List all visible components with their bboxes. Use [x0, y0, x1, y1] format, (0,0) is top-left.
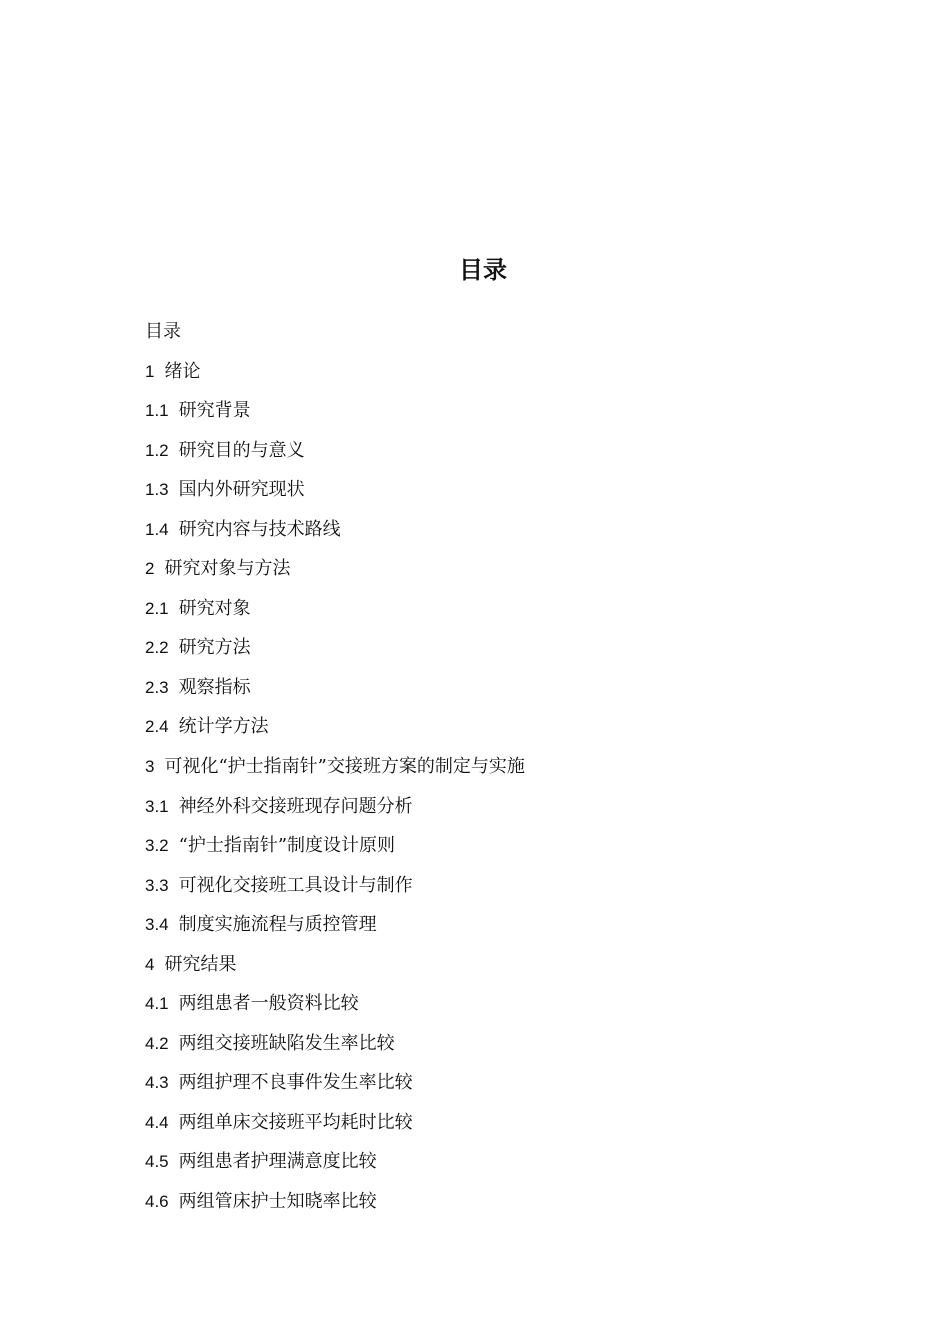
toc-entry-text: 两组患者一般资料比较 [178, 993, 359, 1015]
toc-entry-text: 观察指标 [178, 676, 251, 698]
toc-entry-text: 两组交接班缺陷发生率比较 [178, 1032, 395, 1054]
toc-entry-number: 4.5 [145, 1152, 169, 1172]
toc-entry-number: 4 [145, 954, 155, 974]
toc-entry[interactable] [145, 1182, 845, 1222]
toc-entry-text: 可视化“护士指南针”交接班方案的制定与实施 [164, 756, 525, 778]
toc-entry-number: 2.3 [145, 677, 169, 697]
toc-entry-text: 研究内容与技术路线 [178, 518, 341, 540]
toc-entry-number: 1 [145, 361, 155, 381]
toc-entry-text: 绪论 [164, 360, 201, 382]
toc-entry-text: 研究目的与意义 [178, 439, 305, 461]
toc-entry[interactable] [145, 945, 845, 985]
toc-entry-number: 4.1 [145, 994, 169, 1014]
toc-entry[interactable] [145, 549, 845, 589]
toc-entry[interactable] [145, 984, 845, 1024]
toc-entry[interactable] [145, 1142, 845, 1182]
toc-entry-text: 研究背景 [178, 400, 251, 422]
toc-entry-number: 2 [145, 559, 155, 579]
toc-entry-number: 1.1 [145, 401, 169, 421]
toc-entry-number: 2.4 [145, 717, 169, 737]
toc-entry-number: 1.3 [145, 480, 169, 500]
toc-entry[interactable] [145, 707, 845, 747]
table-of-contents [145, 312, 845, 1222]
toc-entry[interactable] [145, 1103, 845, 1143]
toc-entry[interactable] [145, 312, 845, 352]
toc-entry-text: 研究结果 [164, 953, 237, 975]
page-title: 目录 [459, 256, 507, 284]
toc-entry[interactable] [145, 905, 845, 945]
toc-entry[interactable] [145, 628, 845, 668]
toc-entry[interactable] [145, 787, 845, 827]
toc-entry-text: 研究对象与方法 [164, 558, 291, 580]
toc-entry-number: 4.6 [145, 1192, 169, 1212]
toc-entry-text: 两组单床交接班平均耗时比较 [178, 1111, 413, 1133]
toc-entry[interactable] [145, 866, 845, 906]
toc-entry[interactable] [145, 1063, 845, 1103]
toc-entry[interactable] [145, 470, 845, 510]
toc-entry-text: 可视化交接班工具设计与制作 [178, 874, 413, 896]
toc-entry-text: 国内外研究现状 [178, 479, 305, 501]
toc-entry-text: 研究对象 [178, 597, 251, 619]
toc-entry-text: 统计学方法 [178, 716, 269, 738]
toc-entry[interactable] [145, 1024, 845, 1064]
toc-entry-number: 4.4 [145, 1112, 169, 1132]
toc-entry-number: 3.1 [145, 796, 169, 816]
toc-entry-text: 研究方法 [178, 637, 251, 659]
toc-entry[interactable] [145, 352, 845, 392]
toc-entry-text: “护士指南针”制度设计原则 [178, 835, 396, 857]
toc-entry-text: 两组管床护士知晓率比较 [178, 1191, 377, 1213]
toc-entry[interactable] [145, 826, 845, 866]
toc-entry-number: 1.4 [145, 519, 169, 539]
toc-entry-number: 1.2 [145, 440, 169, 460]
toc-entry[interactable] [145, 510, 845, 550]
toc-entry-number: 2.2 [145, 638, 169, 658]
toc-entry-text: 目录 [145, 321, 181, 342]
toc-entry-number: 3.4 [145, 915, 169, 935]
toc-entry-text: 制度实施流程与质控管理 [178, 914, 377, 936]
toc-entry-text: 两组患者护理满意度比较 [178, 1151, 377, 1173]
toc-entry-number: 3 [145, 757, 155, 777]
toc-entry[interactable] [145, 431, 845, 471]
toc-entry-text: 两组护理不良事件发生率比较 [178, 1072, 413, 1094]
toc-entry[interactable] [145, 668, 845, 708]
toc-entry-number: 3.3 [145, 875, 169, 895]
toc-entry[interactable] [145, 589, 845, 629]
toc-entry[interactable] [145, 391, 845, 431]
toc-entry[interactable] [145, 747, 845, 787]
toc-entry-number: 2.1 [145, 598, 169, 618]
toc-entry-text: 神经外科交接班现存问题分析 [178, 795, 413, 817]
toc-entry-number: 3.2 [145, 836, 169, 856]
toc-entry-number: 4.2 [145, 1033, 169, 1053]
toc-entry-number: 4.3 [145, 1073, 169, 1093]
